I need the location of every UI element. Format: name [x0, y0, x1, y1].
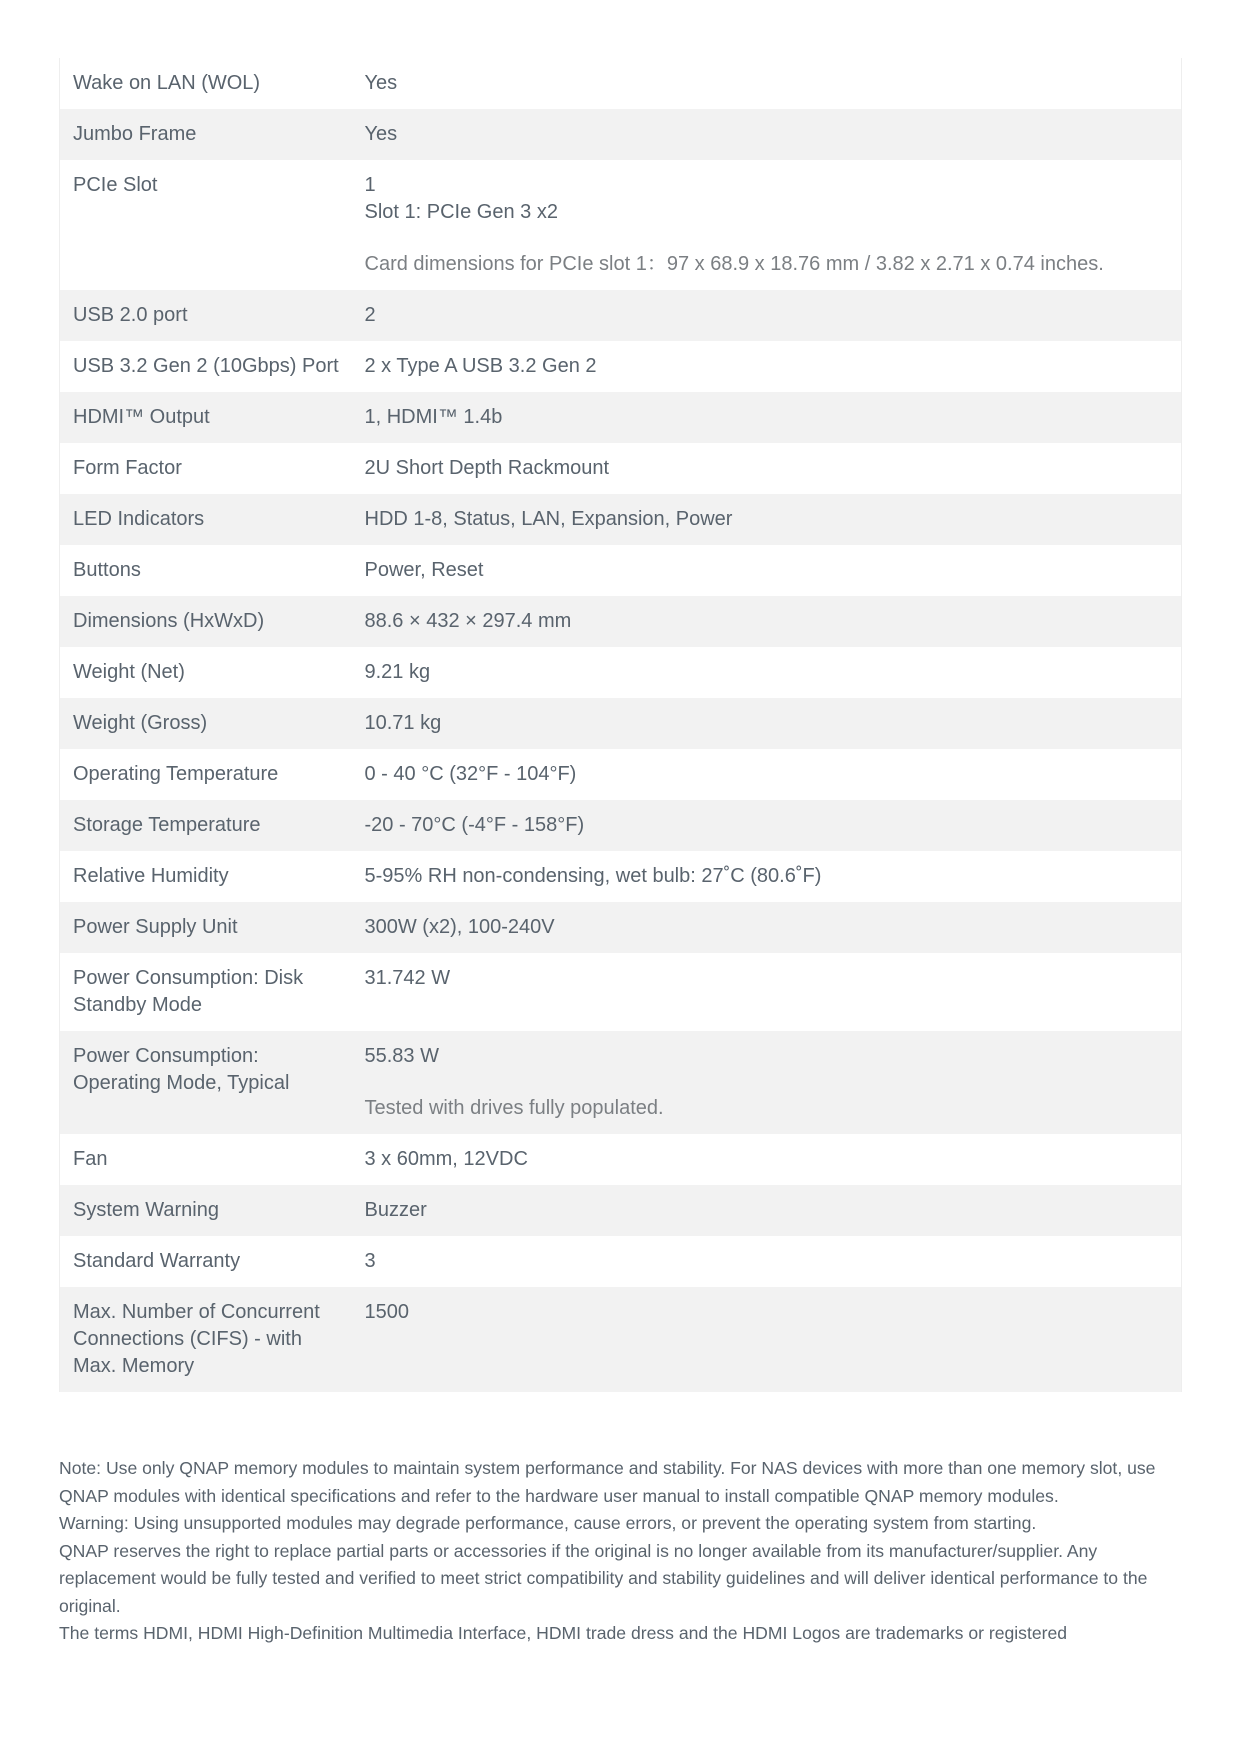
- spec-row: [60, 1031, 1182, 1134]
- spec-row: [60, 58, 1182, 109]
- spec-label: Wake on LAN (WOL): [60, 58, 365, 109]
- spec-value-cell: [365, 290, 1182, 341]
- spec-label: USB 2.0 port: [60, 290, 365, 341]
- spec-value: 2U Short Depth Rackmount: [364, 457, 610, 479]
- spec-value-cell: [365, 392, 1182, 443]
- spec-value-cell: [365, 902, 1182, 953]
- spec-label: Power Supply Unit: [60, 902, 365, 953]
- spec-value-cell: [365, 953, 1182, 1031]
- spec-label: Jumbo Frame: [60, 109, 365, 160]
- spec-value-cell: [365, 698, 1182, 749]
- spec-value-cell: [365, 749, 1182, 800]
- spec-label: PCIe Slot: [60, 160, 365, 290]
- hdmi-trademark-notice: The terms HDMI, HDMI High-Definition Multimedia Interface, HDMI trade dress and the HDMI Logos are trademarks or registered: [59, 1623, 1068, 1643]
- spec-label: USB 3.2 Gen 2 (10Gbps) Port: [60, 341, 365, 392]
- spec-label: Storage Temperature: [60, 800, 365, 851]
- spec-table: [59, 58, 1182, 1392]
- spec-value: 0 - 40 °C (32°F - 104°F): [364, 763, 577, 785]
- spec-value: 2: [364, 304, 376, 326]
- spec-value-cell: [365, 109, 1182, 160]
- spec-value-cell: [365, 596, 1182, 647]
- spec-value: Yes: [364, 72, 398, 94]
- spec-row: [60, 596, 1182, 647]
- spec-value-cell: [365, 160, 1182, 290]
- spec-row: [60, 698, 1182, 749]
- spec-row: [60, 160, 1182, 290]
- spec-value-cell: [365, 1134, 1182, 1185]
- spec-row: [60, 647, 1182, 698]
- spec-label: Operating Temperature: [60, 749, 365, 800]
- spec-value-note: Card dimensions for PCIe slot 1：97 x 68.9 x 18.76 mm / 3.82 x 2.71 x 0.74 inches.: [364, 253, 1104, 275]
- spec-label: Max. Number of Concurrent Connections (CIFS) - with Max. Memory: [60, 1287, 365, 1392]
- spec-value: 3 x 60mm, 12VDC: [364, 1148, 528, 1170]
- spec-value-cell: [365, 545, 1182, 596]
- spec-value-cell: [365, 1236, 1182, 1287]
- spec-value-cell: [365, 341, 1182, 392]
- spec-value: Yes: [364, 123, 398, 145]
- spec-label: HDMI™ Output: [60, 392, 365, 443]
- spec-label: Dimensions (HxWxD): [60, 596, 365, 647]
- spec-value: 31.742 W: [364, 967, 451, 989]
- spec-value: 10.71 kg: [364, 712, 442, 734]
- spec-value-cell: [365, 1185, 1182, 1236]
- spec-row: [60, 494, 1182, 545]
- spec-row: [60, 392, 1182, 443]
- spec-value-cell: [365, 58, 1182, 109]
- spec-row: [60, 851, 1182, 902]
- spec-label: Form Factor: [60, 443, 365, 494]
- spec-value: 5-95% RH non-condensing, wet bulb: 27˚C (80.6˚F): [364, 865, 822, 887]
- memory-note: Note: Use only QNAP memory modules to maintain system performance and stability. For NAS devices with more than one memory slot, use QNAP modules with identical specifications and refer to the hardware user manual to install compatible QNAP memory modules.: [59, 1458, 1156, 1506]
- spec-label: Weight (Gross): [60, 698, 365, 749]
- spec-value: Buzzer: [364, 1199, 427, 1221]
- spec-label: Power Consumption: Operating Mode, Typical: [60, 1031, 365, 1134]
- spec-value: -20 - 70°C (-4°F - 158°F): [364, 814, 585, 836]
- spec-row: [60, 902, 1182, 953]
- spec-value-note: Tested with drives fully populated.: [364, 1097, 664, 1119]
- spec-row: [60, 953, 1182, 1031]
- spec-label: LED Indicators: [60, 494, 365, 545]
- spec-row: [60, 443, 1182, 494]
- spec-label: Power Consumption: Disk Standby Mode: [60, 953, 365, 1031]
- spec-value-cell: [365, 1287, 1182, 1392]
- spec-value-cell: [365, 800, 1182, 851]
- spec-value-cell: [365, 851, 1182, 902]
- spec-row: [60, 1287, 1182, 1392]
- spec-label: Weight (Net): [60, 647, 365, 698]
- spec-value: Power, Reset: [364, 559, 484, 581]
- spec-value: 55.83 W: [364, 1045, 439, 1067]
- spec-row: [60, 800, 1182, 851]
- spec-value-cell: [365, 1031, 1182, 1134]
- spec-row: [60, 290, 1182, 341]
- spec-value: 2 x Type A USB 3.2 Gen 2: [364, 355, 597, 377]
- spec-value: 88.6 × 432 × 297.4 mm: [364, 610, 572, 632]
- spec-row: [60, 545, 1182, 596]
- spec-label: Buttons: [60, 545, 365, 596]
- spec-value: Slot 1: PCIe Gen 3 x2: [364, 201, 558, 223]
- footnotes: [59, 1455, 1189, 1648]
- spec-row: [60, 1134, 1182, 1185]
- spec-value: 300W (x2), 100-240V: [364, 916, 555, 938]
- spec-row: [60, 1236, 1182, 1287]
- spec-row: [60, 749, 1182, 800]
- spec-value-cell: [365, 647, 1182, 698]
- spec-value: 3: [364, 1250, 376, 1272]
- spec-value-cell: [365, 443, 1182, 494]
- spec-value: 9.21 kg: [364, 661, 431, 683]
- spec-row: [60, 341, 1182, 392]
- spec-label: Relative Humidity: [60, 851, 365, 902]
- spec-value: 1500: [364, 1301, 409, 1323]
- spec-value-cell: [365, 494, 1182, 545]
- spec-label: Standard Warranty: [60, 1236, 365, 1287]
- spec-value: HDD 1-8, Status, LAN, Expansion, Power: [364, 508, 733, 530]
- spec-table-body: [60, 58, 1182, 1392]
- spec-row: [60, 1185, 1182, 1236]
- spec-value: 1, HDMI™ 1.4b: [364, 406, 503, 428]
- spec-value: 1: [364, 174, 376, 196]
- spec-row: [60, 109, 1182, 160]
- replacement-disclaimer: QNAP reserves the right to replace partial parts or accessories if the original is no longer available from its manufacturer/supplier. Any replacement would be fully tested and verified to meet strict compatibility and stability guidelines and will deliver identical performance to the original.: [59, 1540, 1148, 1616]
- spec-label: Fan: [60, 1134, 365, 1185]
- spec-label: System Warning: [60, 1185, 365, 1236]
- memory-warning: Warning: Using unsupported modules may degrade performance, cause errors, or prevent the operating system from starting.: [59, 1513, 1037, 1533]
